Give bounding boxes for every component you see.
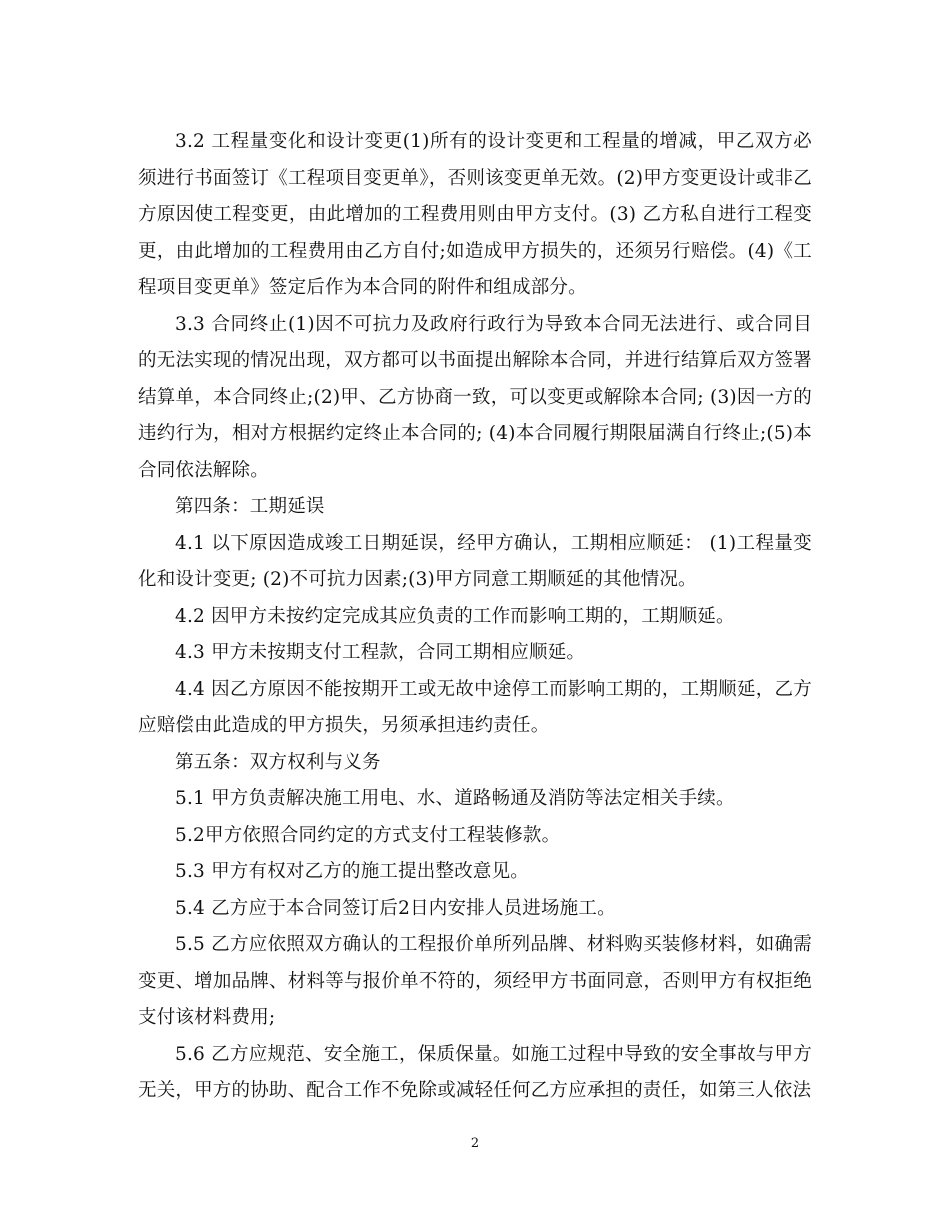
page-number: 2 (470, 1136, 480, 1151)
clause-5-3-paragraph: 5.3 甲方有权对乙方的施工提出整改意见。 (175, 861, 530, 882)
clause-3-2-paragraph: 3.2 工程量变化和设计变更(1)所有的设计变更和工程量的增减，甲乙双方必须进行书面签订《工程项目变更单》，否则该变更单无效。(2)甲方变更设计或非乙方原因使工程变更，由此增加的工程费用则由甲方支付。(3) 乙方私自进行工程变更，由此增加的工程费用由乙方自付;如造成甲方损失的，还须另行赔偿。(4)《工程项目变更单》签定后作为本合同的附件和组成部分。 (138, 131, 812, 298)
clause-3-3-paragraph: 3.3 合同终止(1)因不可抗力及政府行政行为导致本合同无法进行、或合同目的无法实现的情况出现，双方都可以书面提出解除本合同，并进行结算后双方签署结算单，本合同终止;(2)甲、乙方协商一致，可以变更或解除本合同; (3)因一方的违约行为，相对方根据约定终止本合同的; (4)本合同履行期限届满自行终止;(5)本合同依法解除。 (138, 313, 812, 481)
clause-4-1-paragraph: 4.1 以下原因造成竣工日期延误，经甲方确认，工期相应顺延： (1)工程量变化和设计变更; (2)不可抗力因素;(3)甲方同意工期顺延的其他情况。 (138, 532, 812, 590)
clause-4-4-paragraph: 4.4 因乙方原因不能按期开工或无故中途停工而影响工期的，工期顺延，乙方应赔偿由此造成的甲方损失，另须承担违约责任。 (138, 678, 812, 736)
clause-4-2-paragraph: 4.2 因甲方未按约定完成其应负责的工作而影响工期的，工期顺延。 (175, 605, 735, 627)
clause-5-6-paragraph: 5.6 乙方应规范、安全施工，保质保量。如施工过程中导致的安全事故与甲方无关，甲方的协助、配合工作不免除或减轻任何乙方应承担的责任，如第三人依法 (138, 1043, 812, 1101)
clause-5-1-paragraph: 5.1 甲方负责解决施工用电、水、道路畅通及消防等法定相关手续。 (175, 788, 735, 809)
clause-5-2-paragraph: 5.2甲方依照合同约定的方式支付工程装修款。 (175, 824, 561, 846)
document-body (138, 124, 812, 1110)
clause-4-3-paragraph: 4.3 甲方未按期支付工程款，合同工期相应顺延。 (175, 642, 586, 663)
clause-5-4-paragraph: 5.4 乙方应于本合同签订后2日内安排人员进场施工。 (175, 897, 616, 919)
article-4-heading: 第四条：工期延误 (175, 496, 325, 517)
article-5-heading: 第五条：双方权利与义务 (175, 751, 381, 773)
clause-5-5-paragraph: 5.5 乙方应依照双方确认的工程报价单所列品牌、材料购买装修材料，如确需变更、增加品牌、材料等与报价单不符的，须经甲方书面同意，否则甲方有权拒绝支付该材料费用; (138, 934, 812, 1028)
